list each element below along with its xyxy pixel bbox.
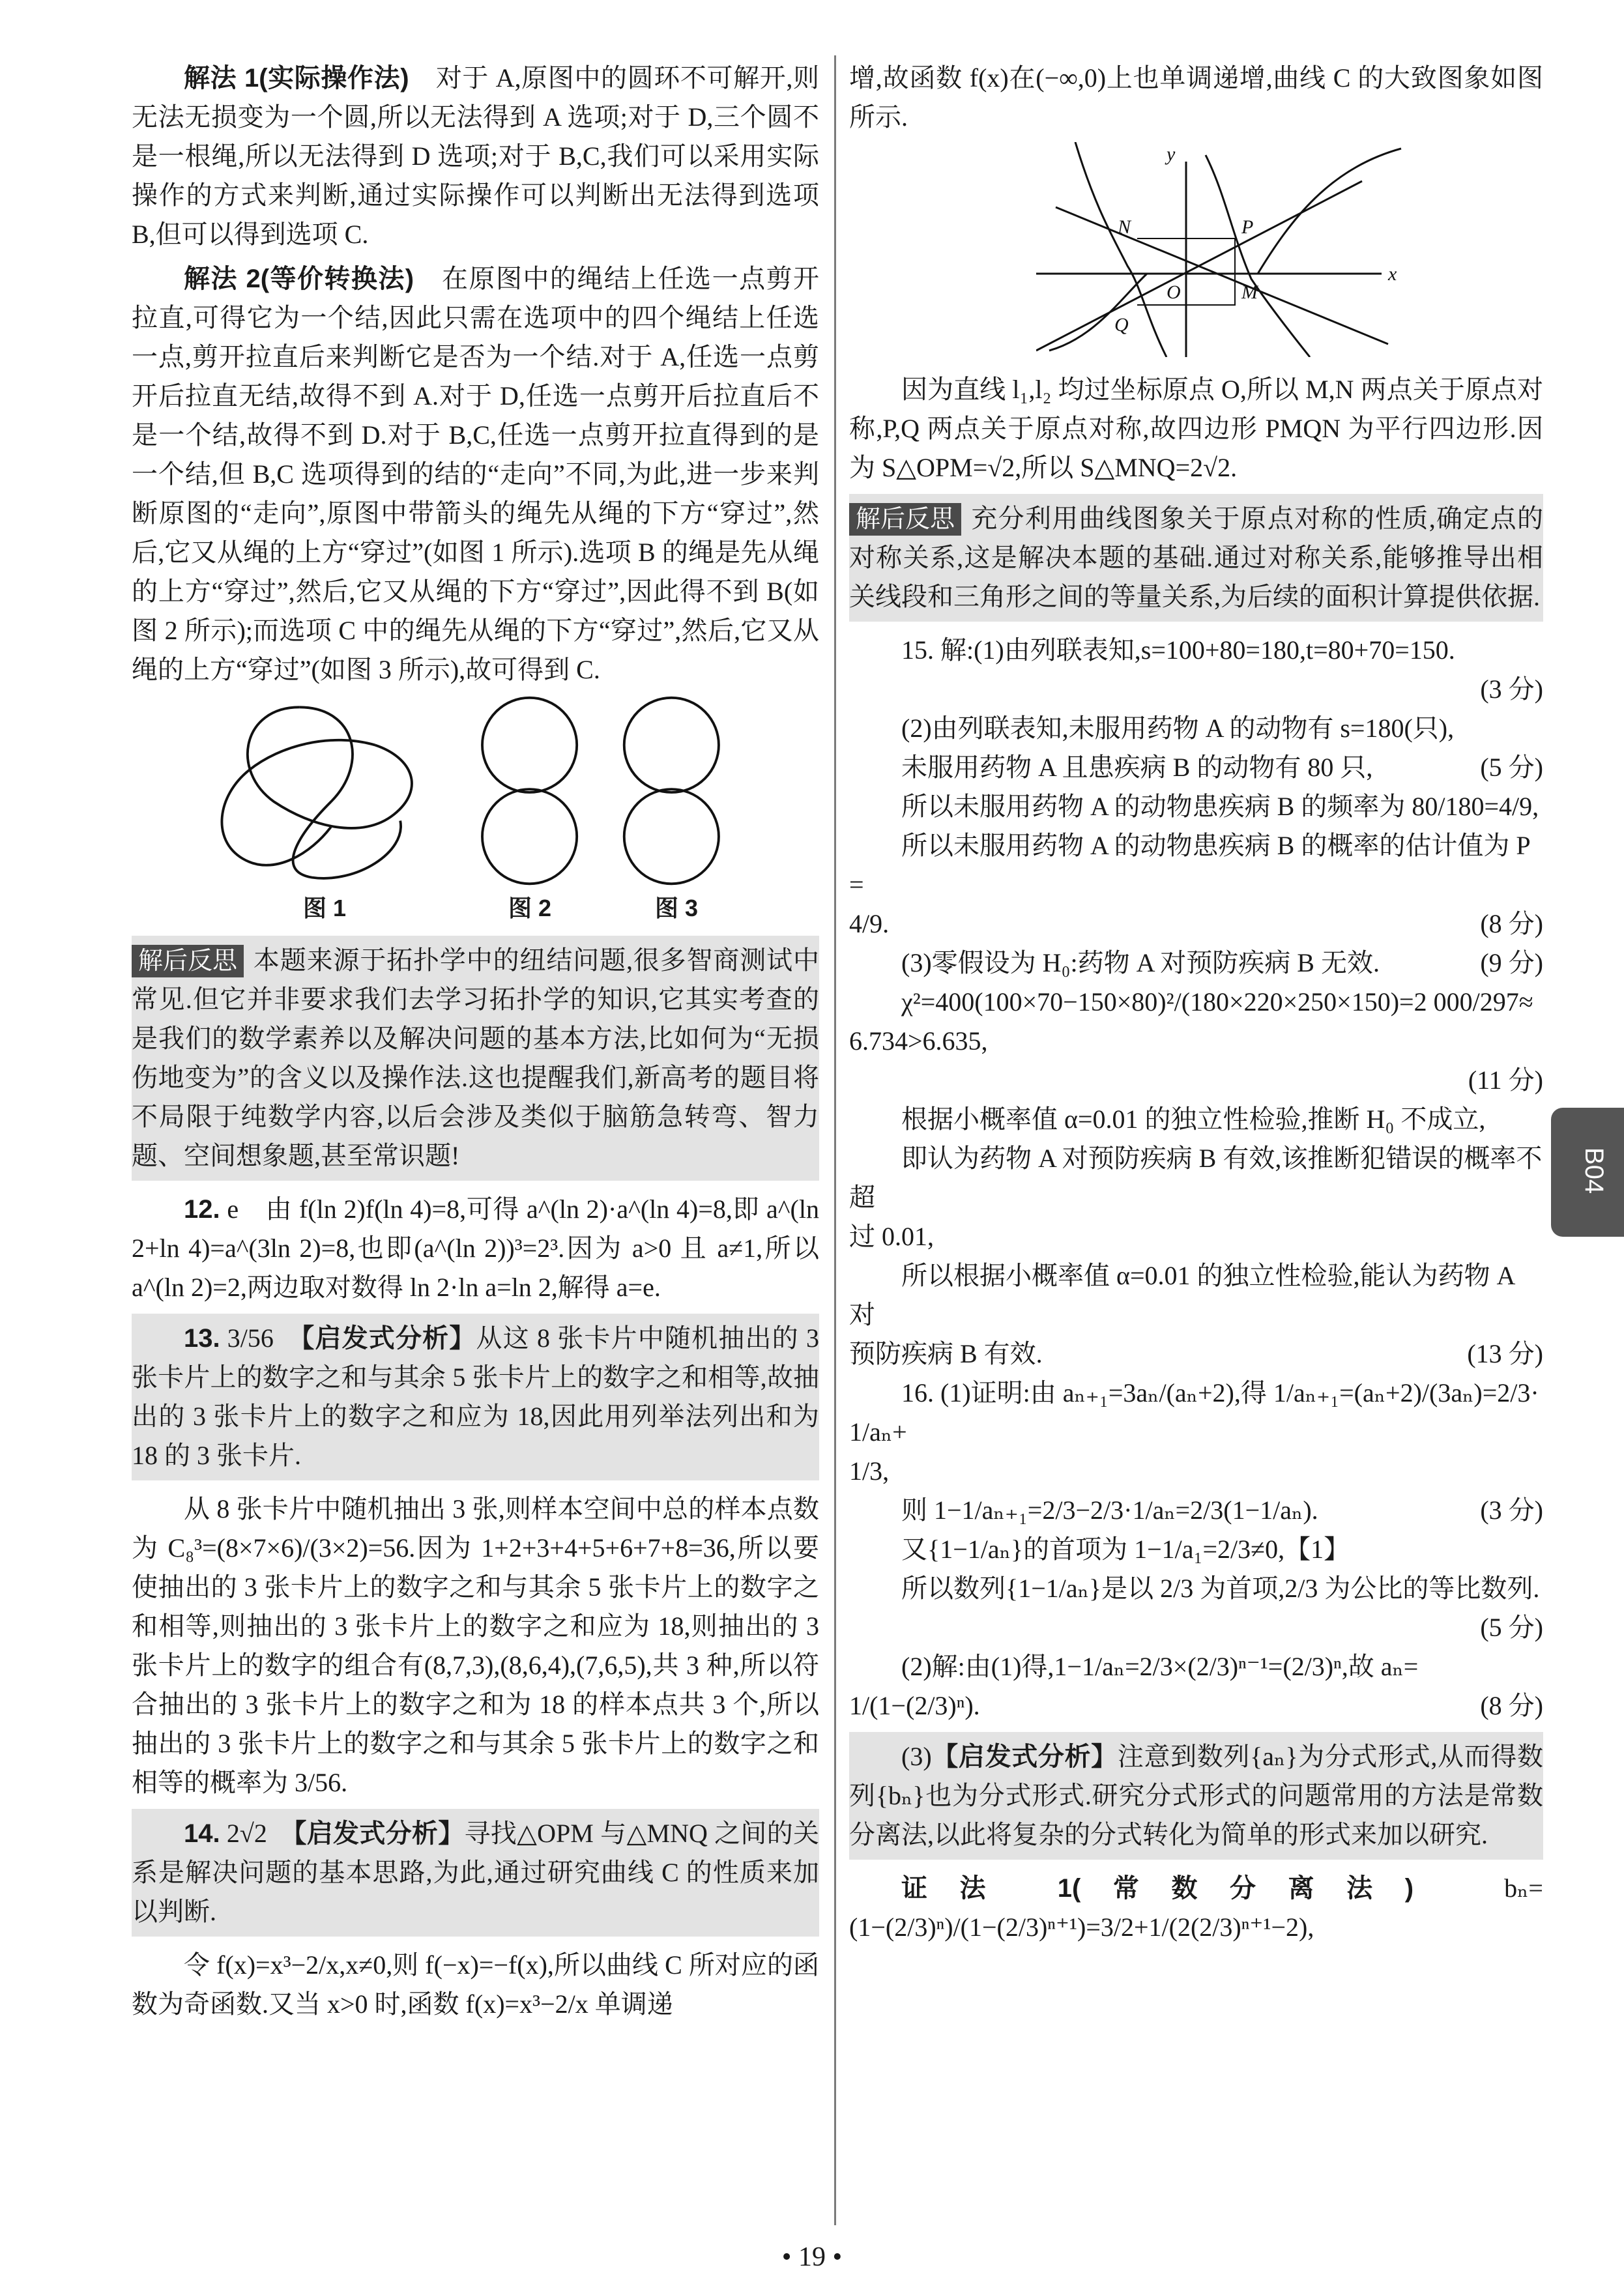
q16-3-analysis-text: 注意到数列{aₙ}为分式形式,从而得数列{bₙ}也为分式形式.研究分式形式的问题常用的方法是常数分离法,以此将复杂的分式转化为简单的形式来加以研究. — [849, 1742, 1543, 1849]
page-number: • 19 • — [781, 2242, 843, 2272]
solution-method-2 — [132, 259, 819, 689]
solution-line — [849, 670, 1543, 709]
figure-3-caption: 图 3 — [655, 895, 699, 921]
knot-figure-area — [132, 695, 819, 929]
solution-line — [849, 1686, 1543, 1725]
score-label: (3 分) — [1480, 674, 1543, 704]
solution-line-text: 根据小概率值 α=0.01 的独立性检验,推断 H₀ 不成立, — [901, 1104, 1486, 1134]
answer-14-continued: 增,故函数 f(x)在(−∞,0)上也单调递增,曲线 C 的大致图象如图所示. — [849, 63, 1543, 132]
reflection-tag: 解后反思 — [132, 945, 244, 977]
solution-method-1 — [132, 59, 819, 254]
curve-graph — [1036, 142, 1408, 357]
solution-lines — [849, 631, 1543, 1725]
knot-figure-2 — [482, 698, 577, 884]
point-n-label: N — [1118, 216, 1131, 238]
solution-line-text: χ²=400(100×70−150×80)²/(180×220×250×150)=2 000/297≈6.734>6.635, — [849, 987, 1533, 1056]
solution-line — [849, 826, 1543, 904]
solution-line — [849, 787, 1543, 826]
solution-line — [849, 1334, 1543, 1374]
proof-method-1 — [849, 1869, 1543, 1947]
origin-label: O — [1167, 281, 1181, 303]
solution-line-text: 16. (1)证明:由 aₙ₊₁=3aₙ/(aₙ+2),得 1/aₙ₊₁=(aₙ+2)/(3aₙ)=2/3·1/aₙ+ — [849, 1378, 1539, 1447]
solution-line-text: 1/(1−(2/3)ⁿ). — [849, 1691, 980, 1720]
solution-line — [849, 631, 1543, 670]
method-2-text: 在原图中的绳结上任选一点剪开拉直,可得它为一个结,因此只需在选项中的四个绳结上任选一点,剪开拉直后来判断它是否为一个结.对于 A,任选一点剪开后拉直无结,故得不到 A.对于 D,任选一点剪开后拉直后不是一个结,故得不到 D.对于 B,C,任选一点剪开拉直得到的是一个结,但 B,C 选项得到的结的“走向”不同,为此,进一步来判断原图的“走向”,原图中带箭头的绳先从绳的下方“穿过”,然后,它又从绳的上方“穿过”(如图 1 所示).选项 B 的绳是先从绳的上方“穿过”,然后,它又从绳的下方“穿过”,因此得不到 B(如图 2 所示);而选项 C 中的绳先从绳的下方“穿过”,然后,它又从绳的上方“穿过”(如图 3 所示),故可得到 C. — [132, 264, 819, 684]
curve-right-inner — [1206, 155, 1310, 357]
q13-analysis-label: 【启发式分析】 — [301, 1324, 476, 1353]
q16-3-analysis-label: 【启发式分析】 — [931, 1742, 1118, 1771]
knot-figures — [196, 695, 769, 890]
solution-line-text: (2)解:由(1)得,1−1/aₙ=2/3×(2/3)ⁿ⁻¹=(2/3)ⁿ,故 aₙ= — [901, 1652, 1419, 1681]
solution-line — [849, 1569, 1543, 1608]
q14-analysis-text: 寻找△OPM 与△MNQ 之间的关系是解决问题的基本思路,为此,通过研究曲线 C 的性质来加以判断. — [132, 1819, 820, 1926]
solution-line-text: 所以未服用药物 A 的动物患疾病 B 的概率的估计值为 P= — [849, 831, 1531, 899]
score-label: (8 分) — [1480, 909, 1543, 938]
curve-left-outer — [1049, 274, 1147, 351]
column-divider — [834, 55, 836, 2225]
solution-line-text: 所以未服用药物 A 的动物患疾病 B 的频率为 80/180=4/9, — [901, 792, 1539, 821]
solution-line-text: 预防疾病 B 有效. — [849, 1339, 1043, 1368]
q13-analysis-text: 从这 8 张卡片中随机抽出的 3 张卡片上的数字之和与其余 5 张卡片上的数字之和相等,故抽出的 3 张卡片上的数字之和应为 18,因此用列举法列出和为 18 的 3 张卡片. — [132, 1323, 820, 1470]
solution-line — [849, 1100, 1543, 1139]
method-1-label: 解法 1(实际操作法) — [184, 64, 409, 93]
solution-line — [849, 1530, 1543, 1569]
right-column — [849, 59, 1543, 1952]
solution-line-text: 15. 解:(1)由列联表知,s=100+80=180,t=80+70=150. — [901, 635, 1455, 665]
solution-line-text: 又{1−1/aₙ}的首项为 1−1/a₁=2/3≠0,【1】 — [901, 1535, 1350, 1564]
point-m-label: M — [1241, 281, 1258, 303]
solution-line-text: 4/9. — [849, 909, 890, 938]
parallelogram-reasoning: 因为直线 l₁,l₂ 均过坐标原点 O,所以 M,N 两点关于原点对称,P,Q 两点关于原点对称,故四边形 PMQN 为平行四边形.因为 S△OPM=√2,所以 S△MNQ=2√2. — [849, 375, 1543, 482]
answer-14-analysis — [132, 1809, 819, 1937]
solution-line — [849, 1491, 1543, 1530]
score-label: (3 分) — [1480, 1495, 1543, 1525]
solution-line-text: 即认为药物 A 对预防疾病 B 有效,该推断犯错误的概率不超 — [849, 1144, 1543, 1212]
curve-right-outer — [1258, 149, 1401, 274]
q12-number: 12. — [184, 1195, 220, 1224]
solution-line — [849, 983, 1543, 1061]
q16-3-number: (3) — [901, 1742, 932, 1771]
solution-line — [849, 1256, 1543, 1334]
solution-line — [849, 1139, 1543, 1217]
figure-2-caption: 图 2 — [508, 895, 552, 921]
answer-14-solution: 令 f(x)=x³−2/x,x≠0,则 f(−x)=−f(x),所以曲线 C 所对应的函数为奇函数.又当 x>0 时,函数 f(x)=x³−2/x 单调递 — [132, 1950, 819, 2019]
score-label: (8 分) — [1480, 1691, 1543, 1720]
left-column — [132, 59, 819, 2029]
point-q-label: Q — [1114, 314, 1129, 336]
q14-number: 14. — [184, 1819, 220, 1848]
point-p-label: P — [1241, 216, 1254, 238]
reflection-2 — [849, 494, 1543, 622]
solution-line-text: 1/3, — [849, 1456, 890, 1486]
score-label: (5 分) — [1480, 1613, 1543, 1642]
solution-line — [849, 1217, 1543, 1256]
score-label: (9 分) — [1480, 948, 1543, 977]
reflection-text: 本题来源于拓扑学中的纽结问题,很多智商测试中常见.但它并非要求我们去学习拓扑学的知识,它其实考查的是我们的数学素养以及解决问题的基本方法,比如何为“无损伤地变为”的含义以及操作法.这也提醒我们,新高考的题目将不局限于纯数学内容,以后会涉及类似于脑筋急转弯、智力题、空间想象题,甚至常识题! — [132, 945, 819, 1170]
line-l1 — [1056, 207, 1388, 344]
proof-1-label: 证法 1(常数分离法) — [901, 1874, 1414, 1903]
proof-1-text: bₙ=(1−(2/3)ⁿ)/(1−(2/3)ⁿ⁺¹)=3/2+1/(2(2/3)ⁿ⁺¹−2), — [849, 1873, 1543, 1942]
solution-line — [849, 904, 1543, 944]
reflection-2-tag: 解后反思 — [849, 503, 961, 536]
solution-line-text: (2)由列联表知,未服用药物 A 的动物有 s=180(只), — [901, 714, 1455, 743]
reflection-2-text: 充分利用曲线图象关于原点对称的性质,确定点的对称关系,这是解决本题的基础.通过对称关系,能够推导出相关线段和三角形之间的等量关系,为后续的面积计算提供依据. — [849, 504, 1543, 611]
answer-12 — [132, 1190, 819, 1307]
solution-line-text: 所以数列{1−1/aₙ}是以 2/3 为首项,2/3 为公比的等比数列. — [901, 1574, 1540, 1603]
solution-line — [849, 944, 1543, 983]
answer-13-solution: 从 8 张卡片中随机抽出 3 张,则样本空间中总的样本点数为 C₈³=(8×7×6)/(3×2)=56.因为 1+2+3+4+5+6+7+8=36,所以要使抽出的 3 张卡片上的数字之和与其余 5 张卡片上的数字之和相等,则抽出的 3 张卡片上的数字之和应为 18,则抽出的 3 张卡片上的数字的组合有(8,7,3),(8,6,4),(7,6,5),共 3 种,所以符合抽出的 3 张卡片上的数字之和为 18 的样本点共 3 个,所以抽出的 3 张卡片上的数字之和与其余 5 张卡片上的数字之和相等的概率为 3/56. — [132, 1494, 819, 1797]
solution-line-text: 未服用药物 A 且患疾病 B 的动物有 80 只, — [901, 753, 1373, 782]
knot-figure-1 — [222, 707, 411, 878]
solution-line-text: (3)零假设为 H₀:药物 A 对预防疾病 B 无效. — [901, 948, 1380, 977]
q12-text: e 由 f(ln 2)f(ln 4)=8,可得 a^(ln 2)·a^(ln 4)=8,即 a^(ln 2+ln 4)=a^(3ln 2)=8,也即(a^(ln 2))³=2³.因为 a>0 且 a≠1,所以 a^(ln 2)=2,两边取对数得 ln 2·ln a=ln 2,解得 a=e. — [132, 1194, 819, 1302]
q14-answer: 2√2 — [220, 1819, 294, 1848]
q13-answer: 3/56 — [220, 1323, 302, 1353]
score-label: (5 分) — [1480, 753, 1543, 782]
section-tab-label: B04 — [1580, 1147, 1609, 1194]
solution-line — [849, 1374, 1543, 1452]
solution-line — [849, 1061, 1543, 1100]
solution-line — [849, 1647, 1543, 1686]
score-label: (11 分) — [1468, 1065, 1543, 1095]
q13-number: 13. — [184, 1324, 220, 1353]
reflection-1 — [132, 936, 819, 1181]
solution-line — [849, 1452, 1543, 1491]
line-l2 — [1036, 181, 1362, 351]
curve-graph-area — [849, 142, 1543, 364]
solution-line — [849, 709, 1543, 748]
answer-13-analysis — [132, 1314, 819, 1480]
knot-figure-3 — [624, 698, 719, 884]
figure-1-caption: 图 1 — [303, 895, 347, 921]
section-tab — [1551, 1108, 1624, 1237]
x-label: x — [1388, 263, 1397, 285]
solution-line — [849, 748, 1543, 787]
y-label: y — [1167, 143, 1176, 165]
method-1-text: 对于 A,原图中的圆环不可解开,则无法无损变为一个圆,所以无法得到 A 选项;对于 D,三个圆不是一根绳,所以无法得到 D 选项;对于 B,C,我们可以采用实际操作的方式来判断,通过实际操作可以判断出无法得到选项 B,但可以得到选项 C. — [132, 63, 819, 249]
solution-line-text: 则 1−1/aₙ₊₁=2/3−2/3·1/aₙ=2/3(1−1/aₙ). — [901, 1495, 1318, 1525]
method-2-label: 解法 2(等价转换法) — [184, 265, 414, 293]
q14-analysis-label: 【启发式分析】 — [293, 1819, 465, 1848]
solution-line-text: 所以根据小概率值 α=0.01 的独立性检验,能认为药物 A 对 — [849, 1261, 1515, 1329]
solution-line-text: 过 0.01, — [849, 1222, 934, 1251]
q16-3-analysis — [849, 1732, 1543, 1860]
solution-line — [849, 1608, 1543, 1647]
score-label: (13 分) — [1467, 1339, 1543, 1368]
